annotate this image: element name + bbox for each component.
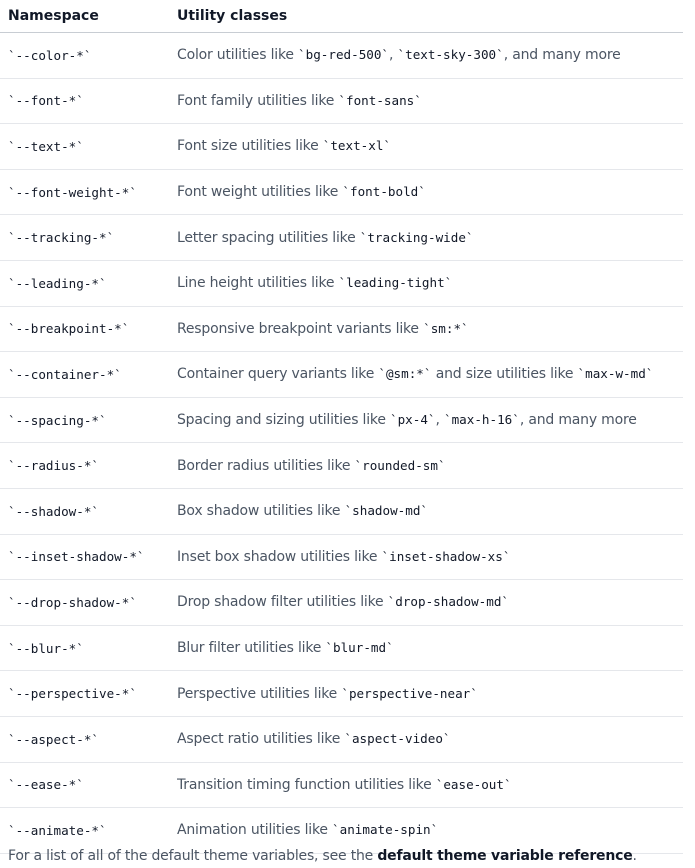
utility-classes-cell (177, 78, 683, 124)
namespace-cell: `--blur-*` (0, 625, 177, 671)
namespace-cell: `--leading-*` (0, 260, 177, 306)
table-row (0, 306, 683, 352)
description-text: , and many more (519, 412, 637, 429)
utility-classes-cell (177, 716, 683, 762)
table-row (0, 625, 683, 671)
table-row (0, 671, 683, 717)
namespace-cell: `--ease-*` (0, 762, 177, 808)
description-text: Animation utilities like (177, 822, 333, 839)
utility-classes-cell (177, 762, 683, 808)
table-row (0, 215, 683, 261)
table-row (0, 352, 683, 398)
utility-class-code: `blur-md` (325, 640, 394, 656)
utility-class-code: `aspect-video` (344, 731, 451, 747)
namespace-cell: `--text-*` (0, 124, 177, 170)
utility-class-code: `text-sky-300` (397, 47, 504, 63)
table-row (0, 762, 683, 808)
table-row (0, 488, 683, 534)
utility-class-code: `drop-shadow-md` (387, 594, 509, 610)
table-row (0, 397, 683, 443)
utility-class-code: `ease-out` (435, 776, 512, 792)
description-text: Color utilities like (177, 47, 299, 64)
utility-classes-cell (177, 580, 683, 626)
description-text: Inset box shadow utilities like (177, 548, 382, 565)
utility-classes-cell (177, 808, 683, 854)
namespace-cell: `--aspect-*` (0, 716, 177, 762)
namespace-cell: `--inset-shadow-*` (0, 534, 177, 580)
namespace-cell: `--radius-*` (0, 443, 177, 489)
table-row (0, 124, 683, 170)
table-row (0, 443, 683, 489)
utility-class-code: `rounded-sm` (354, 457, 446, 473)
namespace-cell: `--color-*` (0, 33, 177, 79)
utility-classes-cell (177, 169, 683, 215)
utility-classes-cell (177, 534, 683, 580)
utility-class-code: `leading-tight` (338, 275, 453, 291)
description-text: Drop shadow filter utilities like (177, 594, 388, 611)
table-row (0, 808, 683, 854)
description-text: , (435, 412, 445, 429)
description-text: Font family utilities like (177, 92, 339, 109)
table-body (0, 33, 683, 854)
description-text: Container query variants like (177, 366, 379, 383)
description-text: Box shadow utilities like (177, 503, 345, 520)
table-row (0, 716, 683, 762)
description-text: and size utilities like (431, 366, 578, 383)
namespace-cell: `--breakpoint-*` (0, 306, 177, 352)
utility-classes-cell (177, 671, 683, 717)
table-row (0, 78, 683, 124)
namespace-cell: `--shadow-*` (0, 488, 177, 534)
utility-class-code: `max-w-md` (577, 366, 654, 382)
footnote-suffix: . (632, 848, 637, 864)
table-row (0, 260, 683, 306)
utility-classes-cell (177, 260, 683, 306)
default-theme-variable-reference-link[interactable]: default theme variable reference (377, 848, 633, 864)
utility-classes-cell (177, 124, 683, 170)
table-row (0, 169, 683, 215)
description-text: Font weight utilities like (177, 184, 343, 201)
description-text: , (389, 47, 398, 64)
description-text: Blur filter utilities like (177, 640, 326, 657)
utility-class-code: `perspective-near` (341, 685, 478, 701)
namespace-cell: `--tracking-*` (0, 215, 177, 261)
utility-class-code: `sm:*` (423, 320, 469, 336)
utility-classes-cell (177, 306, 683, 352)
utility-classes-cell (177, 443, 683, 489)
table-row (0, 33, 683, 79)
utility-class-code: `tracking-wide` (359, 229, 474, 245)
utility-class-code: `text-xl` (322, 138, 391, 154)
description-text: Transition timing function utilities like (177, 776, 436, 793)
table-header (0, 0, 683, 33)
description-text: , and many more (503, 47, 621, 64)
utility-class-code: `shadow-md` (344, 503, 428, 519)
description-text: Line height utilities like (177, 275, 339, 292)
description-text: Aspect ratio utilities like (177, 731, 345, 748)
header-row (0, 0, 683, 33)
description-text: Spacing and sizing utilities like (177, 412, 390, 429)
header-namespace: Namespace (0, 0, 177, 33)
utility-class-code: `px-4` (390, 412, 436, 428)
utility-classes-cell (177, 352, 683, 398)
namespace-cell: `--drop-shadow-*` (0, 580, 177, 626)
utility-class-code: `max-h-16` (444, 412, 520, 428)
namespace-cell: `--font-weight-*` (0, 169, 177, 215)
description-text: Perspective utilities like (177, 685, 342, 702)
utility-class-code: `animate-spin` (332, 822, 439, 838)
utility-classes-cell (177, 488, 683, 534)
namespace-cell: `--spacing-*` (0, 397, 177, 443)
utility-class-code: `inset-shadow-xs` (381, 548, 511, 564)
namespace-cell: `--font-*` (0, 78, 177, 124)
namespace-cell: `--perspective-*` (0, 671, 177, 717)
footnote-prefix: For a list of all of the default theme variables, see the (8, 848, 378, 864)
utility-class-code: `@sm:*` (378, 366, 432, 382)
description-text: Letter spacing utilities like (177, 229, 360, 246)
footnote (8, 848, 637, 864)
utility-classes-cell (177, 215, 683, 261)
header-utility-classes: Utility classes (177, 0, 683, 33)
utility-classes-cell (177, 33, 683, 79)
utility-classes-cell (177, 397, 683, 443)
description-text: Font size utilities like (177, 138, 323, 155)
utility-classes-cell (177, 625, 683, 671)
description-text: Border radius utilities like (177, 457, 355, 474)
utility-class-code: `bg-red-500` (298, 47, 390, 63)
description-text: Responsive breakpoint variants like (177, 320, 424, 337)
utility-class-code: `font-sans` (338, 92, 422, 108)
table-row (0, 580, 683, 626)
namespace-cell: `--container-*` (0, 352, 177, 398)
utility-class-code: `font-bold` (342, 184, 426, 200)
namespace-cell: `--animate-*` (0, 808, 177, 854)
table-row (0, 534, 683, 580)
